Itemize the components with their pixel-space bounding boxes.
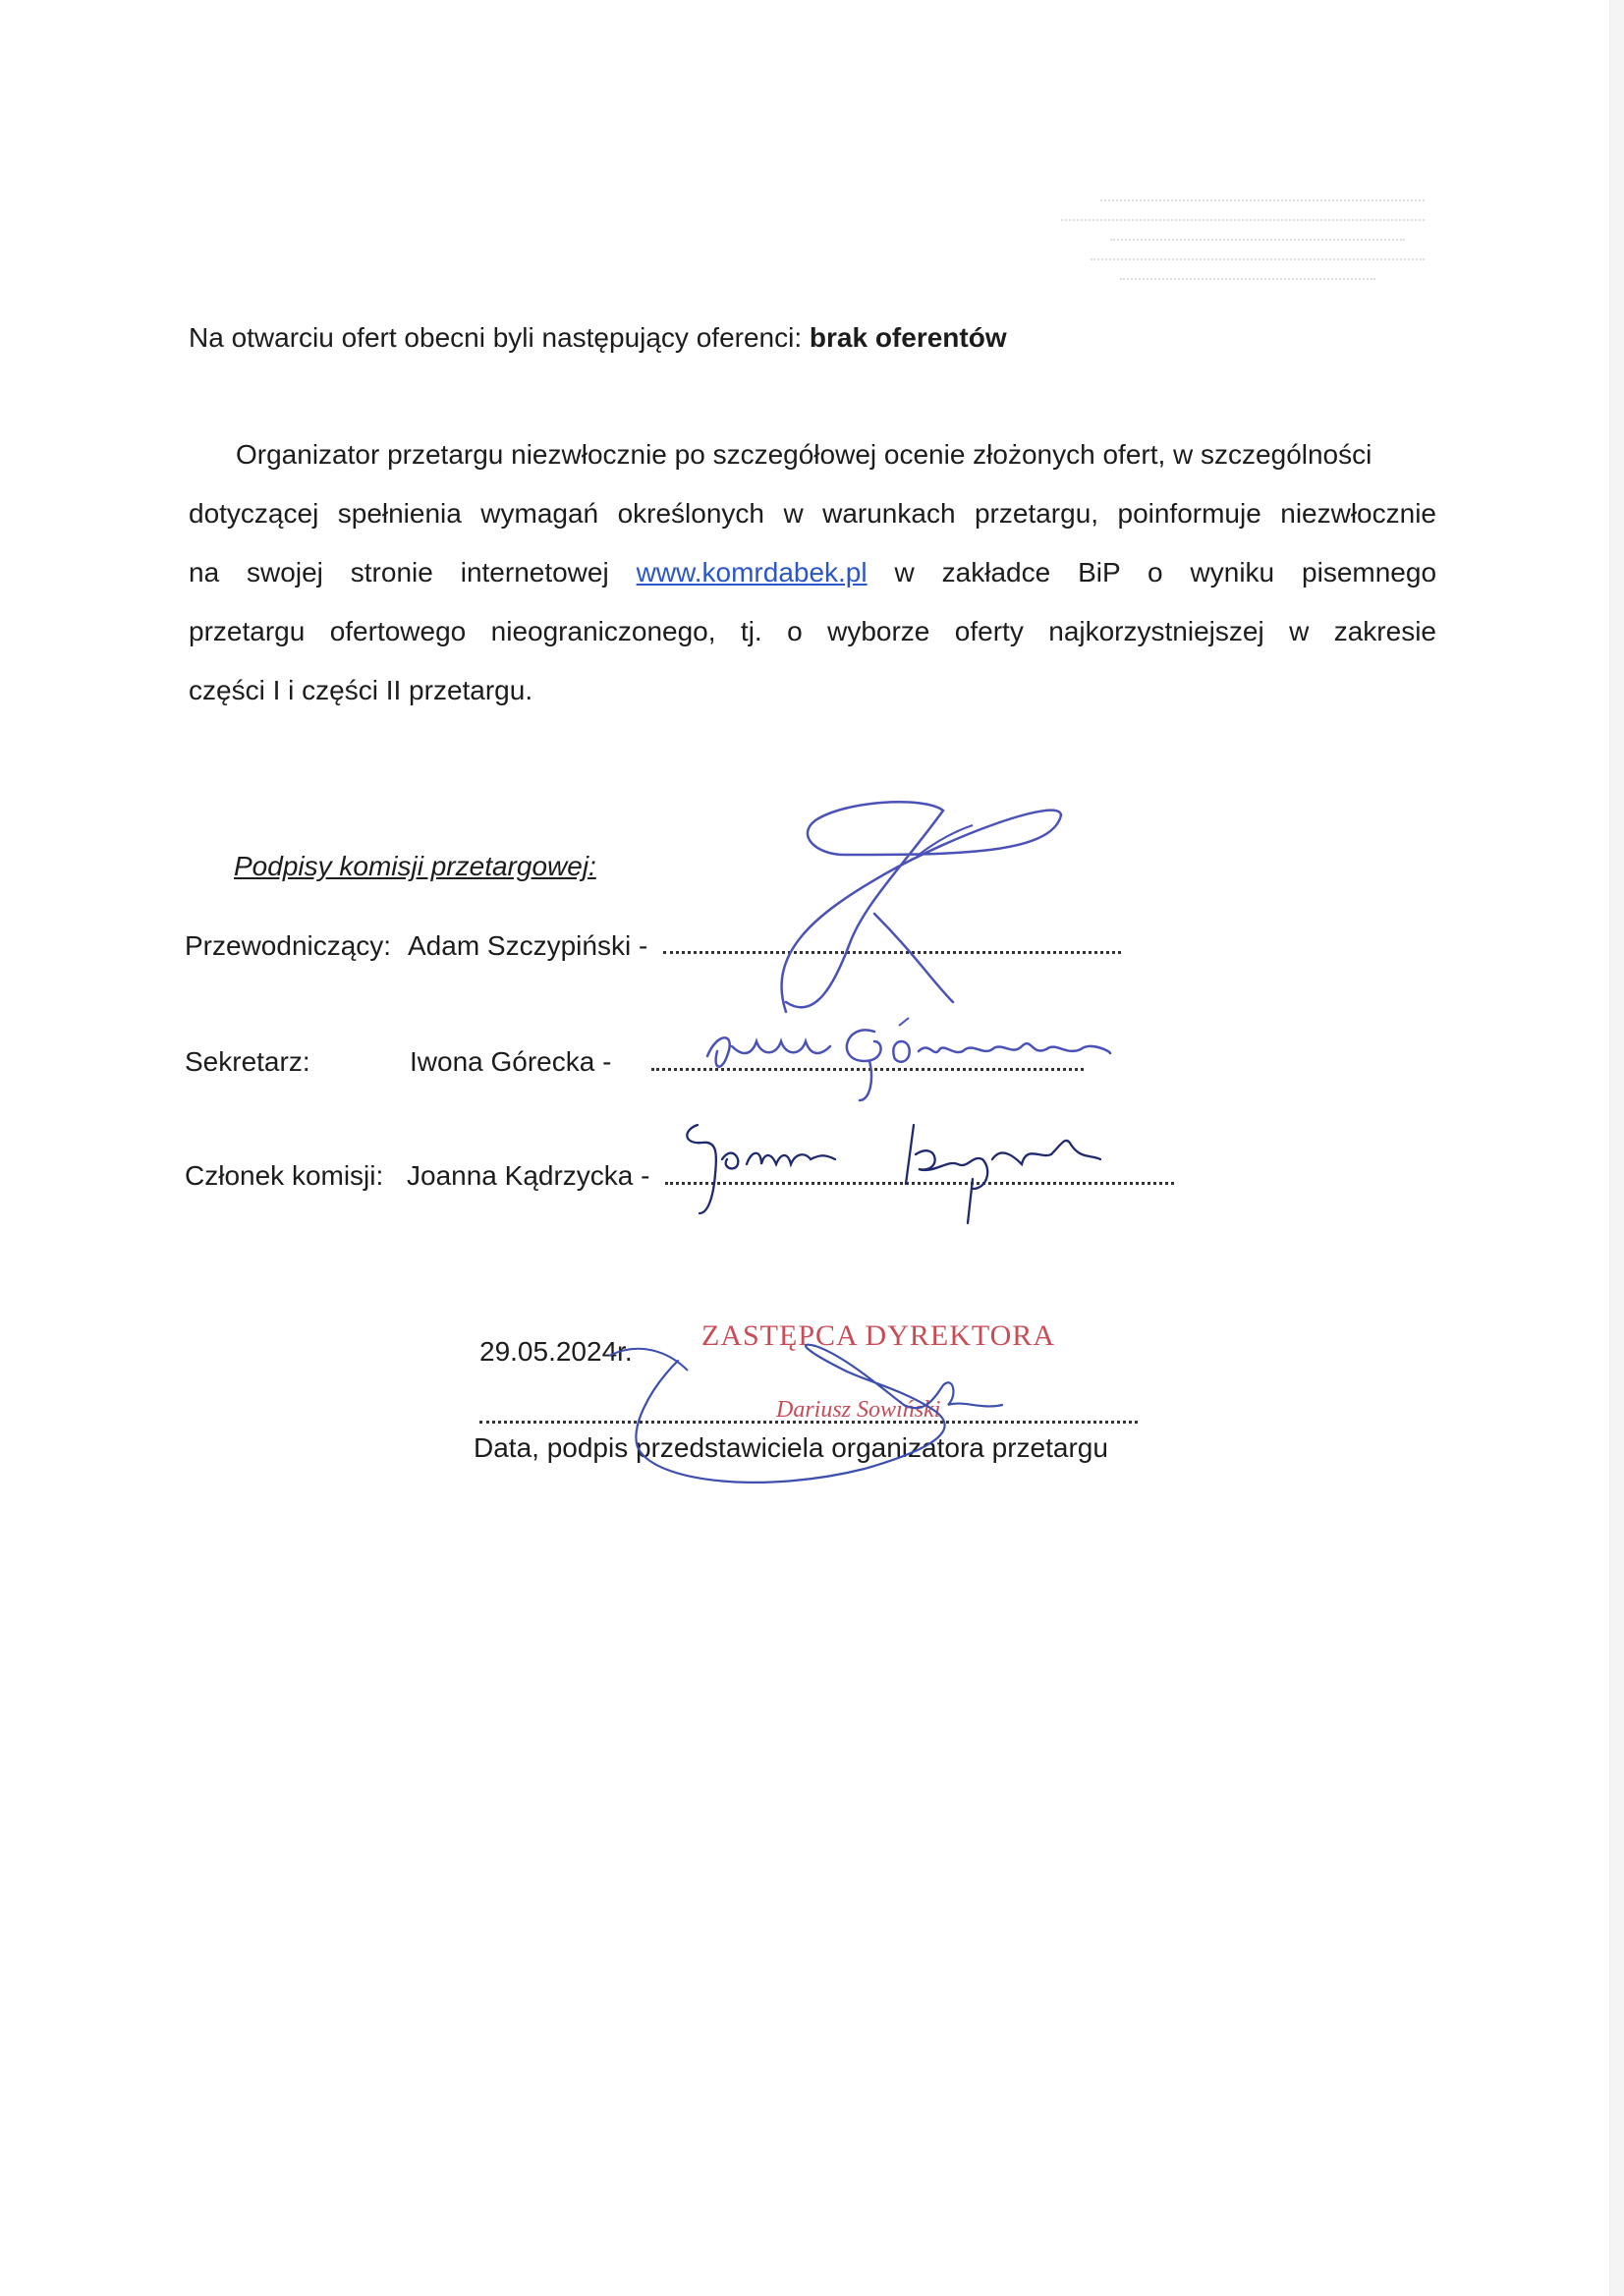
member-role: Członek komisji: bbox=[185, 1160, 384, 1191]
paragraph-line-2: dotyczącej spełnienia wymagań określonych w warunkach przetargu, poinformuje niezwłocznie bbox=[189, 498, 1436, 529]
member-name: Joanna Kądrzycka - bbox=[407, 1160, 650, 1191]
faint-stamp-residue bbox=[1061, 187, 1454, 354]
page-edge bbox=[1609, 0, 1624, 2296]
representative-signature bbox=[609, 1312, 1022, 1498]
attendance-lead: Na otwarciu ofert obecni byli następujący oferenci: bbox=[189, 322, 803, 353]
chair-role: Przewodniczący: bbox=[185, 930, 392, 961]
attendance-line bbox=[189, 321, 1007, 355]
paragraph-line-3-end: w zakładce BiP o wyniku pisemnego bbox=[894, 557, 1437, 588]
paragraph-line-1: Organizator przetargu niezwłocznie po szczegółowej ocenie złożonych ofert, w szczególności bbox=[236, 439, 1372, 470]
secretary-signature bbox=[698, 1012, 1120, 1110]
secretary-role: Sekretarz: bbox=[185, 1046, 310, 1077]
paragraph-line-4: przetargu ofertowego nieograniczonego, tj. o wyborze oferty najkorzystniejszej w zakresie bbox=[189, 616, 1436, 646]
stamp-title: ZASTĘPCA DYREKTORA bbox=[701, 1319, 1055, 1352]
chair-name: Adam Szczypiński - bbox=[408, 930, 648, 961]
website-link[interactable]: www.komrdabek.pl bbox=[636, 557, 868, 588]
secretary-name: Iwona Górecka - bbox=[410, 1046, 612, 1077]
chair-signature bbox=[756, 796, 1081, 1022]
footer-date: 29.05.2024r. bbox=[479, 1336, 633, 1367]
member-signature bbox=[678, 1115, 1110, 1223]
footer-caption: Data, podpis przedstawiciela organizatora przetargu bbox=[474, 1432, 1108, 1463]
paragraph-line-3-start: na swojej stronie internetowej bbox=[189, 557, 609, 588]
committee-heading: Podpisy komisji przetargowej: bbox=[234, 851, 596, 881]
attendance-value: brak oferentów bbox=[809, 322, 1007, 353]
stamp-name: Dariusz Sowiński bbox=[776, 1397, 941, 1423]
paragraph-line-3 bbox=[189, 556, 1436, 589]
paragraph-line-5: części I i części II przetargu. bbox=[189, 675, 533, 705]
